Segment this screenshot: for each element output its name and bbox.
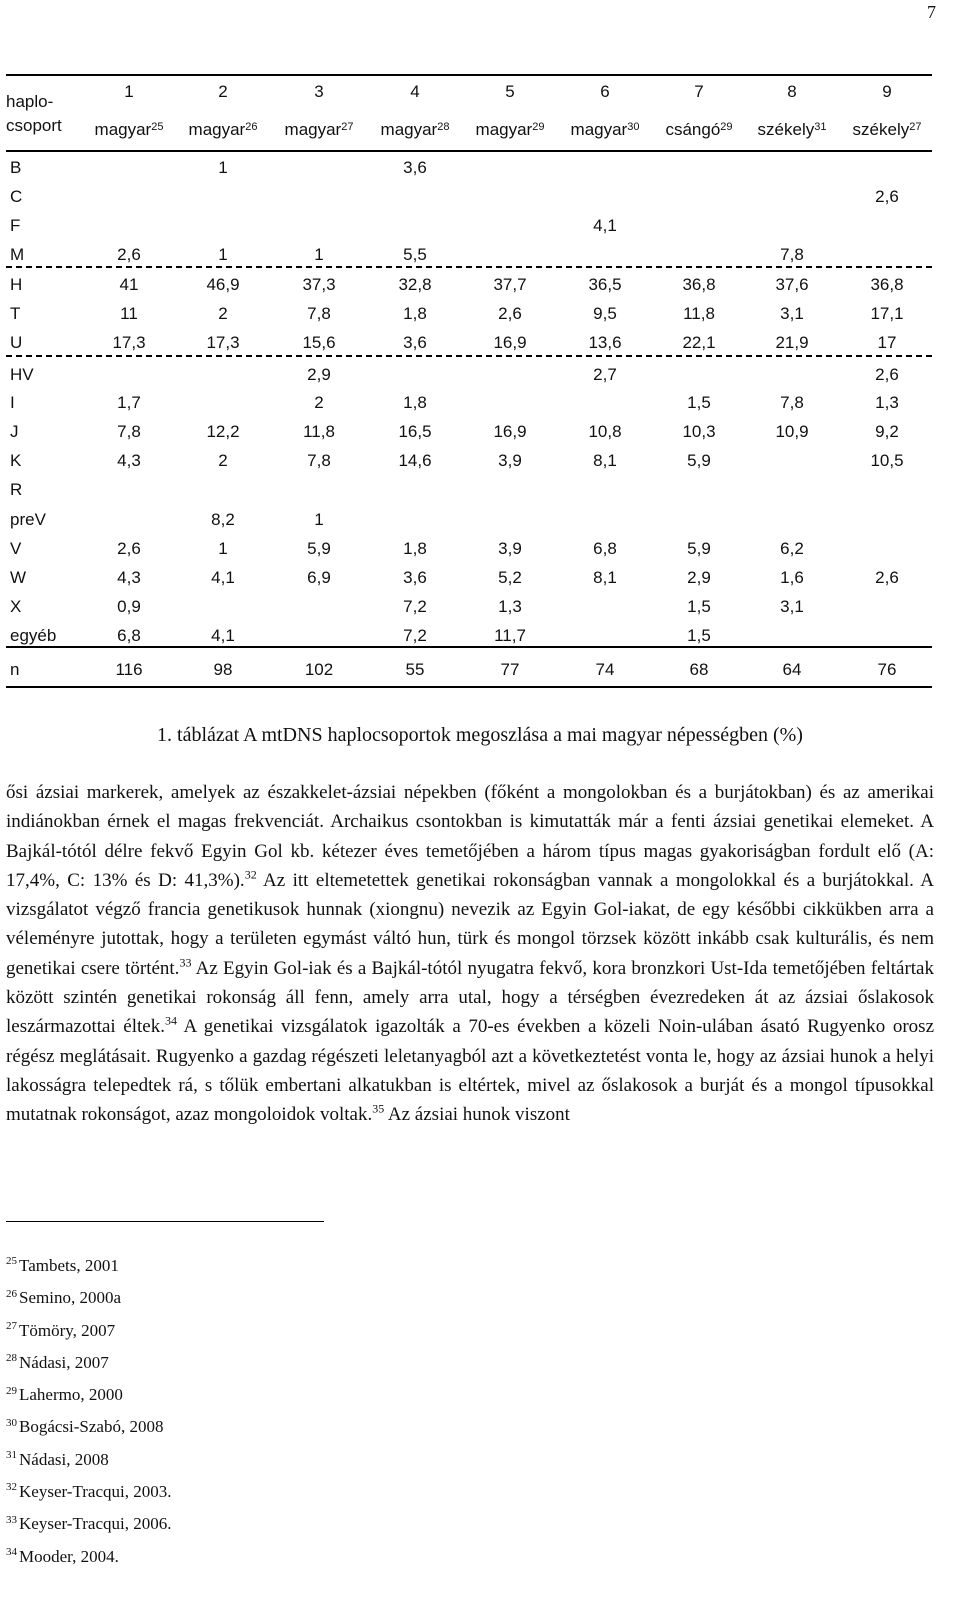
table-cell: 41 — [119, 275, 139, 294]
population-name: magyar — [188, 120, 246, 139]
body-text-segment: A genetikai vizsgálatok igazolták a 70-es években a közeli Noin-ulában ásató Rugyenko orosz régész meglátásait. Rugyenko a gazdag régészeti leletanyagból azt a következtetést vonta le, hogy az ázsiai hunok a helyi lakosságra telepedtek rá, s tőlük embertani alkatukban is eltértek, mivel az őslakosok a burját és a mongol típusokkal mutatnak rokonságot, azaz mongoloidok voltak. — [6, 1016, 934, 1126]
table-cell: 0,9 — [117, 597, 141, 616]
table-cell: 7,8 — [307, 451, 331, 470]
table-bottom-rule — [6, 686, 932, 688]
table-cell: 116 — [115, 660, 143, 679]
table-cell: 32,8 — [398, 275, 432, 294]
footnote-number: 30 — [6, 1416, 17, 1429]
column-number: 3 — [314, 82, 324, 101]
column-number: 2 — [218, 82, 228, 101]
table-cell: 8,1 — [593, 451, 617, 470]
footnote-item — [6, 1508, 171, 1540]
population-ref: 26 — [245, 121, 258, 133]
row-label: n — [10, 660, 20, 679]
table-cell: 3,6 — [403, 158, 427, 177]
footnote-text: Tömöry, 2007 — [19, 1320, 116, 1340]
table-cell: 1,6 — [780, 568, 804, 587]
table-cell: 77 — [500, 660, 520, 679]
column-population — [285, 120, 354, 140]
table-cell: 10,9 — [775, 422, 809, 441]
table-cell: 11 — [120, 304, 138, 323]
table-cell: 2 — [218, 304, 228, 323]
table-cell: 3,9 — [498, 451, 522, 470]
table-cell: 5,9 — [307, 539, 331, 558]
table-cell: 10,8 — [588, 422, 622, 441]
row-label: J — [10, 422, 19, 441]
footnote-text: Keyser-Tracqui, 2003. — [19, 1482, 172, 1502]
table-cell: 4,3 — [117, 568, 141, 587]
body-text-segment: Az Egyin Gol-iak és a Bajkál-tótól nyugatra fekvő, kora bronzkori Ust-Ida temetőjében feltártak között szintén genetikai rokonság áll fenn, amely arra utal, hogy a térségben évezredeken át az ázsiai őslakosok leszármazottai éltek. — [6, 957, 934, 1038]
row-label: HV — [10, 365, 34, 384]
table-cell: 7,8 — [117, 422, 141, 441]
table-cell: 6,9 — [307, 568, 331, 587]
table-caption: 1. táblázat A mtDNS haplocsoportok megoszlása a mai magyar népességben (%) — [157, 724, 803, 746]
column-population — [571, 120, 640, 140]
footnote-ref: 34 — [164, 1014, 177, 1029]
population-name: székely — [757, 120, 815, 139]
footnote-item — [6, 1379, 171, 1411]
row-label: F — [10, 216, 21, 235]
table-cell: 3,1 — [780, 597, 804, 616]
table-cell: 14,6 — [398, 451, 432, 470]
table-cell: 22,1 — [682, 333, 716, 352]
footnote-item — [6, 1541, 171, 1573]
table-cell: 4,3 — [117, 451, 141, 470]
table-cell: 1,5 — [687, 393, 711, 412]
body-text-segment: Az ázsiai hunok viszont — [384, 1104, 570, 1126]
footnote-text: Bogácsi-Szabó, 2008 — [19, 1417, 164, 1437]
table-cell: 5,9 — [687, 451, 711, 470]
table-cell: 7,8 — [780, 393, 804, 412]
table-cell: 11,8 — [303, 422, 335, 441]
footnote-number: 31 — [6, 1449, 17, 1462]
table-cell: 17,3 — [112, 333, 146, 352]
column-number: 9 — [882, 82, 892, 101]
table-cell: 7,2 — [403, 597, 427, 616]
population-name: csángó — [665, 120, 721, 139]
column-number: 4 — [410, 82, 420, 101]
table-top-rule — [6, 74, 932, 76]
table-cell: 2,6 — [117, 539, 141, 558]
table-cell: 3,1 — [780, 304, 804, 323]
table-cell: 1,8 — [403, 304, 427, 323]
table-cell: 1,3 — [498, 597, 522, 616]
body-paragraph — [6, 778, 934, 1130]
footnote-text: Tambets, 2001 — [19, 1256, 119, 1275]
column-number: 8 — [787, 82, 797, 101]
footnote-text: Semino, 2000a — [19, 1288, 121, 1308]
table-cell: 5,5 — [403, 245, 427, 264]
table-cell: 17 — [877, 333, 897, 352]
footnote-ref: 32 — [244, 867, 257, 882]
footnote-number: 27 — [6, 1319, 17, 1332]
row-label: W — [10, 568, 27, 587]
table-cell: 2,6 — [875, 187, 899, 206]
footnote-ref: 33 — [179, 955, 192, 970]
column-population — [853, 120, 922, 140]
table-cell: 55 — [405, 660, 425, 679]
table-cell: 2,9 — [687, 568, 711, 587]
table-cell: 37,3 — [302, 275, 336, 294]
table-cell: 1,8 — [403, 539, 427, 558]
column-number: 1 — [124, 82, 134, 101]
table-cell: 15,6 — [302, 333, 336, 352]
table-cell: 11,8 — [683, 304, 715, 323]
haplogroup-table — [6, 74, 932, 708]
footnote-separator — [6, 1221, 324, 1222]
population-ref: 25 — [151, 121, 164, 133]
row-label: T — [10, 304, 21, 323]
population-name: magyar — [94, 120, 152, 139]
footnote-item — [6, 1476, 171, 1508]
table-cell: 3,6 — [403, 568, 427, 587]
population-ref: 29 — [720, 121, 733, 133]
table-cell: 2,7 — [593, 365, 617, 384]
footnote-item — [6, 1411, 171, 1443]
table-cell: 1 — [218, 245, 228, 264]
population-name: magyar — [284, 120, 342, 139]
column-number: 6 — [600, 82, 610, 101]
table-cell: 1 — [218, 539, 228, 558]
row-label: I — [10, 393, 15, 412]
footnote-item — [6, 1282, 171, 1314]
table-cell: 2,6 — [498, 304, 522, 323]
column-number: 7 — [694, 82, 704, 101]
table-cell: 64 — [782, 660, 802, 679]
population-ref: 31 — [814, 121, 827, 133]
footnote-number: 33 — [6, 1513, 17, 1526]
table-cell: 16,9 — [493, 422, 527, 441]
footnote-number: 29 — [6, 1384, 17, 1397]
row-label: V — [10, 539, 22, 558]
row-label: M — [10, 245, 25, 264]
column-population — [189, 120, 258, 140]
table-cell: 76 — [877, 660, 897, 679]
table-cell: 37,7 — [493, 275, 527, 294]
footnote-item — [6, 1444, 171, 1476]
table-cell: 11,7 — [494, 626, 526, 645]
table-cell: 9,2 — [875, 422, 899, 441]
column-population — [665, 120, 732, 140]
population-name: székely — [852, 120, 910, 139]
footnote-text: Nádasi, 2008 — [19, 1449, 109, 1469]
table-cell: 1 — [218, 158, 228, 177]
table-cell: 17,1 — [870, 304, 904, 323]
footnote-number: 26 — [6, 1287, 17, 1300]
table-cell: 1 — [314, 245, 324, 264]
row-label: preV — [10, 510, 46, 529]
row-label: X — [10, 597, 22, 616]
table-cell: 98 — [213, 660, 233, 679]
footnote-number: 32 — [6, 1481, 17, 1494]
row-label: C — [10, 187, 23, 206]
table-cell: 68 — [689, 660, 709, 679]
footnote-item — [6, 1250, 171, 1282]
total-row-rule — [6, 646, 932, 648]
table-cell: 8,1 — [593, 568, 617, 587]
footnote-text: Mooder, 2004. — [19, 1546, 119, 1566]
table-cell: 8,2 — [211, 510, 235, 529]
table-cell: 9,5 — [593, 304, 617, 323]
population-ref: 27 — [341, 121, 354, 133]
column-number: 5 — [505, 82, 515, 101]
table-cell: 2,6 — [875, 365, 899, 384]
table-cell: 12,2 — [206, 422, 240, 441]
table-cell: 5,9 — [687, 539, 711, 558]
population-ref: 28 — [437, 121, 450, 133]
table-cell: 46,9 — [206, 275, 240, 294]
table-cell: 2 — [218, 451, 228, 470]
table-cell: 1 — [314, 510, 324, 529]
table-cell: 2 — [314, 393, 324, 412]
column-population — [381, 120, 450, 140]
table-cell: 36,8 — [870, 275, 904, 294]
table-cell: 1,8 — [403, 393, 427, 412]
table-cell: 1,3 — [875, 393, 899, 412]
footnote-text: Nádasi, 2007 — [19, 1352, 109, 1372]
body-text-segment: ősi ázsiai markerek, amelyek az északkelet-ázsiai népekben (főként a mongolokban és a burjátokban) és az amerikai indiánokban érnek el magas frekvenciát. Archaikus csontokban is kimutatták már a fenti ázsiai genetikai elemeket. A Bajkál-tótól délre fekvő Egyin Gol kb. kétezer éves temetőjében a három típus magas gyakoriságban fordult elő (A: 17,4%, C: 13% és D: 41,3%). — [6, 782, 934, 891]
table-cell: 13,6 — [588, 333, 622, 352]
table-cell: 10,3 — [682, 422, 716, 441]
table-cell: 1,5 — [687, 626, 711, 645]
table-cell: 16,5 — [398, 422, 432, 441]
table-cell: 6,2 — [780, 539, 804, 558]
group-divider — [6, 266, 932, 268]
table-cell: 7,2 — [403, 626, 427, 645]
footnote-number: 25 — [6, 1255, 17, 1268]
table-cell: 2,6 — [117, 245, 141, 264]
table-cell: 21,9 — [775, 333, 809, 352]
population-name: magyar — [380, 120, 438, 139]
table-cell: 7,8 — [780, 245, 804, 264]
table-cell: 5,2 — [498, 568, 522, 587]
population-ref: 27 — [909, 121, 922, 133]
table-cell: 6,8 — [593, 539, 617, 558]
page-number: 7 — [927, 2, 936, 22]
table-cell: 10,5 — [870, 451, 904, 470]
column-population — [95, 120, 164, 140]
header-label-line2: csoport — [6, 116, 62, 135]
row-label: egyéb — [10, 626, 57, 645]
header-bottom-rule — [6, 150, 932, 152]
population-name: magyar — [475, 120, 533, 139]
footnote-list — [6, 1250, 171, 1573]
table-cell: 16,9 — [493, 333, 527, 352]
column-population — [758, 120, 827, 140]
table-cell: 74 — [595, 660, 615, 679]
group-divider — [6, 355, 932, 357]
table-cell: 3,9 — [498, 539, 522, 558]
row-label: B — [10, 158, 22, 177]
table-cell: 17,3 — [206, 333, 240, 352]
row-label: K — [10, 451, 22, 470]
table-cell: 1,7 — [117, 393, 141, 412]
table-cell: 6,8 — [117, 626, 141, 645]
table-cell: 4,1 — [211, 568, 235, 587]
row-label: H — [10, 275, 23, 294]
row-label: R — [10, 480, 23, 499]
footnote-text: Lahermo, 2000 — [19, 1385, 123, 1405]
footnote-number: 28 — [6, 1352, 17, 1365]
footnote-number: 34 — [6, 1546, 17, 1559]
table-cell: 1,5 — [687, 597, 711, 616]
population-ref: 30 — [627, 121, 640, 133]
population-name: magyar — [570, 120, 628, 139]
footnote-item — [6, 1315, 171, 1347]
footnote-text: Keyser-Tracqui, 2006. — [19, 1514, 172, 1534]
table-cell: 36,5 — [588, 275, 622, 294]
table-cell: 36,8 — [682, 275, 716, 294]
table-cell: 37,6 — [775, 275, 809, 294]
footnote-item — [6, 1347, 171, 1379]
footnote-ref: 35 — [372, 1101, 385, 1116]
header-label-line1: haplo- — [6, 92, 54, 111]
body-text-segment: Az itt eltemetettek genetikai rokonságban vannak a mongolokkal és a burjátokkal. A vizsgálatot végző francia genetikusok hunnak (xiongnu) nevezik az Egyin Gol-iakat, de egy későbbi cikkükben arra a véleményre jutottak, hogy a területen egymást váltó hun, türk és mongol törzsek között inkább csak kulturális, és nem genetikai csere történt. — [6, 869, 934, 979]
table-cell: 4,1 — [593, 216, 617, 235]
table-cell: 2,6 — [875, 568, 899, 587]
table-cell: 4,1 — [211, 626, 235, 645]
table-cell: 102 — [304, 660, 334, 679]
population-ref: 29 — [532, 121, 545, 133]
table-cell: 3,6 — [403, 333, 427, 352]
row-label: U — [10, 333, 23, 352]
column-population — [476, 120, 545, 140]
table-cell: 7,8 — [307, 304, 331, 323]
table-cell: 2,9 — [307, 365, 331, 384]
